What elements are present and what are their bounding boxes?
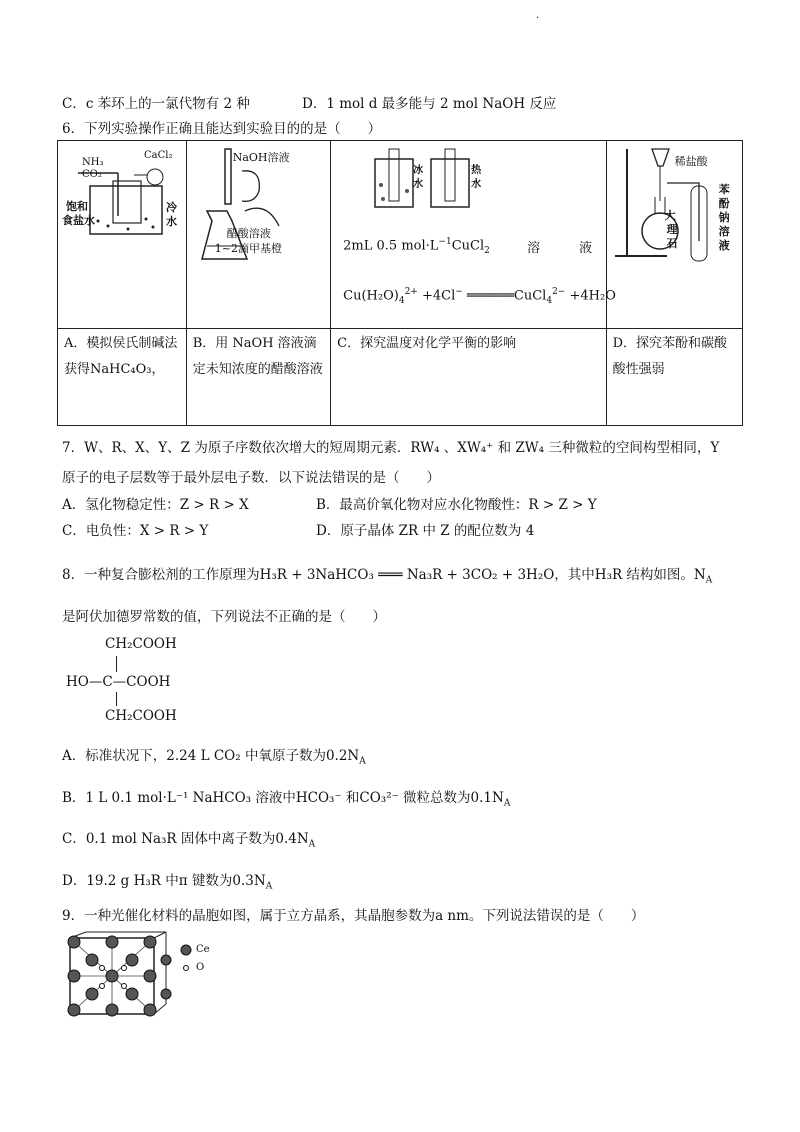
apparatus-d-figure <box>607 141 742 328</box>
caption-d: D．探究苯酚和碳酸酸性强弱 <box>612 336 728 377</box>
label-cold-1: 冷 <box>166 201 177 214</box>
structure-bottom-group: CH₂COOH <box>105 708 177 724</box>
q8-option-a: A．标准状况下，2.24 L CO₂ 中氧原子数为$0.2N_A$ <box>62 748 366 767</box>
structure-bond-bottom <box>116 692 117 706</box>
q5-option-d: D．1 mol d 最多能与 2 mol NaOH 反应 <box>302 96 557 112</box>
label-cacl2: CaCl₂ <box>144 150 173 161</box>
label-water-1: 水 <box>413 179 424 190</box>
label-phenoxide-2: 酚 <box>718 197 730 210</box>
q7-option-c: C．电负性：X > R > Y <box>62 523 209 539</box>
label-acetic: 醋酸溶液 <box>226 227 271 240</box>
apparatus-b-figure <box>187 141 330 328</box>
q7-stem-line1: 7．W、R、X、Y、Z 为原子序数依次增大的短周期元素．RW₄ 、XW₄⁺ 和 ZW₄ 三种微粒的空间构型相同，Y <box>62 440 720 456</box>
label-co2: CO₂ <box>82 169 102 180</box>
crystal-cell-icon <box>66 930 176 1020</box>
label-saturated: 饱和 <box>66 200 88 213</box>
q8-stem-line1: 8．一种复合膨松剂的工作原理为H₃R + 3NaHCO₃ ═══ Na₃R + 3CO₂ + 3H₂O，其中H₃R 结构如图。$N_A$ <box>62 567 713 586</box>
label-phenoxide-1: 苯 <box>718 183 730 196</box>
q7-option-b: B．最高价氧化物对应水化物酸性：R > Z > Y <box>316 497 597 513</box>
q8-stem-line2: 是阿伏加德罗常数的值，下列说法不正确的是（ ） <box>62 609 386 625</box>
q5-option-c: C．c 苯环上的一氯代物有 2 种 <box>62 96 250 112</box>
caption-b: B．用 NaOH 溶液滴定未知浓度的醋酸溶液 <box>192 336 323 377</box>
label-ice: 冰 <box>413 165 424 176</box>
label-marble-3: 石 <box>666 237 678 250</box>
legend-ce: Ce <box>196 944 210 955</box>
label-naoh: NaOH溶液 <box>232 151 290 164</box>
caption-a: A．模拟侯氏制碱法获得NaHC₄O₃， <box>64 336 178 377</box>
label-brine: 食盐水 <box>62 214 95 227</box>
structure-middle: HO—C—COOH <box>66 674 171 690</box>
solution-label-tail: 溶 液 <box>527 241 593 256</box>
structure-top-group: CH₂COOH <box>105 636 177 652</box>
label-phenoxide-4: 溶 <box>718 225 730 238</box>
q6-stem: 6．下列实验操作正确且能达到实验目的的是（ ） <box>62 121 382 137</box>
label-cold-2: 水 <box>166 215 177 228</box>
q8-option-c: C．0.1 mol Na₃R 固体中离子数为$0.4N_A$ <box>62 831 316 850</box>
q7-option-d: D．原子晶体 ZR 中 Z 的配位数为 4 <box>316 523 535 539</box>
q9-stem: 9．一种光催化材料的晶胞如图，属于立方晶系，其晶胞参数为a nm。下列说法错误的是（ ） <box>62 908 645 924</box>
label-phenoxide-3: 钠 <box>718 211 730 224</box>
label-hot: 热 <box>471 165 482 176</box>
legend-markers-icon <box>180 944 192 976</box>
label-marble-2: 理 <box>666 223 678 236</box>
q6-experiment-table <box>57 140 743 426</box>
q8-option-d: D．19.2 g H₃R 中π 键数为$0.3N_A$ <box>62 873 273 892</box>
two-beakers-icon <box>371 145 511 215</box>
label-indicator: 1~2滴甲基橙 <box>214 242 282 255</box>
equilibrium-equation: $Cu(H_2O)_4^{2+} +4Cl^-$ ══════CuCl$_4^{2-}$ +4H₂O <box>343 287 616 306</box>
label-phenoxide-5: 液 <box>718 239 730 252</box>
solution-label: 2mL 0.5 $mol\cdot L^{-1}CuCl_2$ <box>343 237 490 256</box>
legend-o: O <box>196 962 205 973</box>
apparatus-a-figure <box>58 141 186 328</box>
q8-option-b: B．1 L 0.1 mol·L⁻¹ NaHCO₃ 溶液中HCO₃⁻ 和CO₃²⁻ 微粒总数为$0.1N_A$ <box>62 790 511 809</box>
page-mark: . <box>536 10 540 21</box>
q7-option-a: A．氢化物稳定性：Z > R > X <box>62 497 249 513</box>
structure-bond-top <box>116 656 117 672</box>
q7-stem-line2: 原子的电子层数等于最外层电子数．以下说法错误的是（ ） <box>62 470 440 486</box>
apparatus-c-figure <box>331 141 616 328</box>
caption-c: C．探究温度对化学平衡的影响 <box>337 336 517 351</box>
label-dilute-hcl: 稀盐酸 <box>674 155 708 168</box>
label-water-2: 水 <box>471 179 482 190</box>
label-nh3: NH₃ <box>82 157 104 168</box>
label-marble-1: 大 <box>664 209 676 222</box>
